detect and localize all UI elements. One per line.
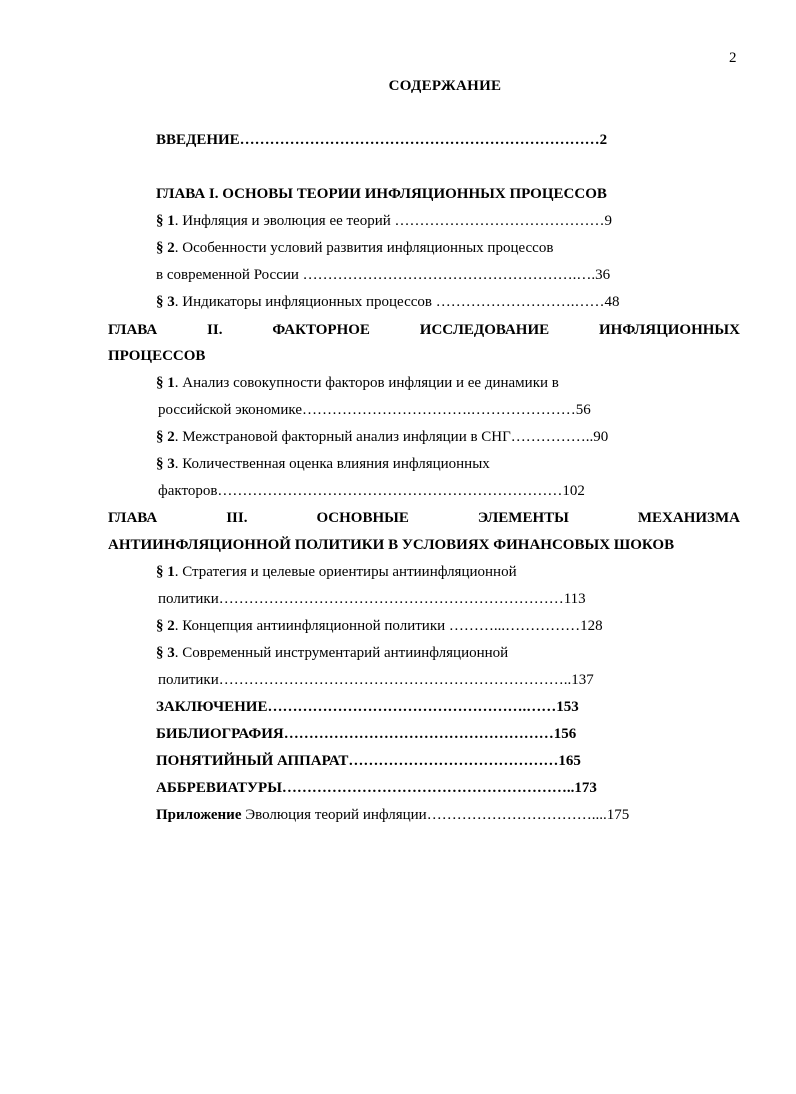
appendix-title: Эволюция теорий инфляции……………………………....175 bbox=[241, 807, 630, 823]
section-number: § 3 bbox=[156, 294, 175, 310]
heading-word: II. bbox=[207, 322, 223, 338]
section-title: . Количественная оценка влияния инфляционных bbox=[174, 456, 490, 472]
section-number: § 1 bbox=[156, 564, 175, 580]
section-title: . Современный инструментарий антиинфляционной bbox=[174, 645, 509, 661]
toc-ch2-s2 bbox=[156, 427, 608, 447]
section-title: . Индикаторы инфляционных процессов ……………………….……48 bbox=[174, 294, 620, 310]
heading-word: ГЛАВА bbox=[108, 510, 158, 526]
section-title: . Инфляция и эволюция ее теорий ……………………………………9 bbox=[174, 213, 613, 229]
toc-bibliography: БИБЛИОГРАФИЯ………………………………………………156 bbox=[156, 726, 577, 742]
section-title: . Стратегия и целевые ориентиры антиинфляционной bbox=[174, 564, 517, 580]
section-number: § 3 bbox=[156, 456, 175, 472]
section-number: § 1 bbox=[156, 375, 175, 391]
page-number: 2 bbox=[729, 50, 737, 66]
page-title: СОДЕРЖАНИЕ bbox=[388, 78, 502, 94]
heading-word: ИССЛЕДОВАНИЕ bbox=[419, 322, 550, 338]
toc-ch3-s3 bbox=[156, 643, 508, 663]
toc-conclusion: ЗАКЛЮЧЕНИЕ…………………………………………….……153 bbox=[156, 699, 579, 715]
section-number: § 2 bbox=[156, 429, 175, 445]
section-title: . Концепция антиинфляционной политики ………...……………128 bbox=[174, 618, 603, 634]
toc-ch2-s1 bbox=[156, 373, 559, 393]
toc-ch2-s1-cont: российской экономике…………………………….…………………56 bbox=[158, 402, 591, 418]
toc-ch2-s3 bbox=[156, 454, 490, 474]
toc-appendix bbox=[156, 805, 629, 825]
chapter-3-heading-cont: АНТИИНФЛЯЦИОННОЙ ПОЛИТИКИ В УСЛОВИЯХ ФИНАНСОВЫХ ШОКОВ bbox=[108, 537, 675, 553]
toc-ch3-s2 bbox=[156, 616, 603, 636]
appendix-label: Приложение bbox=[156, 807, 242, 823]
toc-ch1-s1 bbox=[156, 211, 612, 231]
chapter-3-heading bbox=[108, 508, 740, 528]
heading-word: ФАКТОРНОЕ bbox=[272, 322, 370, 338]
section-number: § 2 bbox=[156, 618, 175, 634]
heading-word: III. bbox=[226, 510, 248, 526]
section-number: § 1 bbox=[156, 213, 175, 229]
toc-ch1-s2-cont: в современной России ……………………………………………….….36 bbox=[156, 267, 611, 283]
heading-word: ГЛАВА bbox=[108, 322, 158, 338]
toc-ch3-s1 bbox=[156, 562, 517, 582]
chapter-2-heading-cont: ПРОЦЕССОВ bbox=[108, 348, 206, 364]
section-title: . Межстрановой факторный анализ инфляции в СНГ……………..90 bbox=[174, 429, 609, 445]
section-title: . Анализ совокупности факторов инфляции и ее динамики в bbox=[174, 375, 559, 391]
toc-glossary: ПОНЯТИЙНЫЙ АППАРАТ……………………………………165 bbox=[156, 753, 581, 769]
toc-ch3-s3-cont: политики……………………………………………………………..137 bbox=[158, 672, 594, 688]
toc-ch1-s2 bbox=[156, 238, 553, 258]
heading-word: МЕХАНИЗМА bbox=[637, 510, 740, 526]
toc-intro: ВВЕДЕНИЕ………………………………………………………………2 bbox=[156, 132, 608, 148]
chapter-2-heading bbox=[108, 320, 740, 340]
toc-ch1-s3 bbox=[156, 292, 620, 312]
section-number: § 2 bbox=[156, 240, 175, 256]
heading-word: ИНФЛЯЦИОННЫХ bbox=[599, 322, 740, 338]
section-number: § 3 bbox=[156, 645, 175, 661]
heading-word: ОСНОВНЫЕ bbox=[316, 510, 409, 526]
toc-abbreviations: АББРЕВИАТУРЫ…………………………………………………..173 bbox=[156, 780, 597, 796]
chapter-1-heading: ГЛАВА I. ОСНОВЫ ТЕОРИИ ИНФЛЯЦИОННЫХ ПРОЦЕССОВ bbox=[156, 186, 607, 202]
toc-ch2-s3-cont: факторов……………………………………………………………102 bbox=[158, 483, 585, 499]
section-title: . Особенности условий развития инфляционных процессов bbox=[174, 240, 554, 256]
heading-word: ЭЛЕМЕНТЫ bbox=[477, 510, 569, 526]
toc-ch3-s1-cont: политики……………………………………………………………113 bbox=[158, 591, 586, 607]
